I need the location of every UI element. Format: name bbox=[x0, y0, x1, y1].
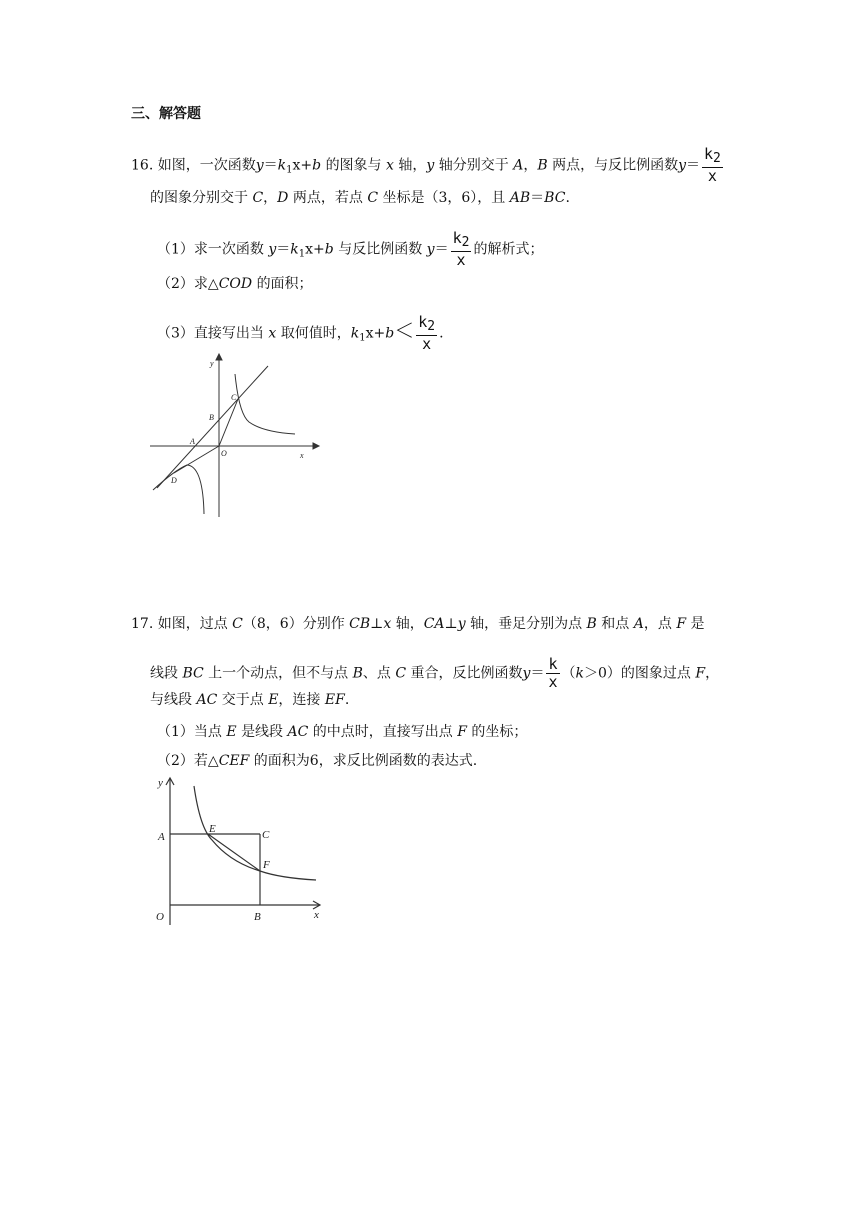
period: . bbox=[344, 692, 350, 708]
label-A: A bbox=[190, 437, 195, 446]
q17-line-2 bbox=[150, 656, 719, 691]
point-B: B bbox=[586, 616, 597, 632]
var-x-plus: x+ bbox=[292, 157, 313, 174]
equals: ＝ bbox=[434, 241, 449, 258]
var-x: x bbox=[268, 325, 277, 342]
frac-num: k bbox=[452, 229, 462, 247]
q17-text: 上一个动点，但不与点 bbox=[208, 665, 349, 682]
figure-16 bbox=[145, 352, 325, 522]
label-F: F bbox=[263, 859, 270, 871]
q17-text: 线段 bbox=[150, 665, 178, 682]
segment-OD bbox=[174, 446, 219, 473]
q16-text: 与反比例函数 bbox=[338, 241, 423, 258]
frac-den: x bbox=[707, 167, 717, 185]
var-b: b bbox=[324, 241, 334, 258]
q17-text: 轴， bbox=[395, 616, 424, 632]
q17-text: 、点 bbox=[362, 665, 391, 682]
q17-number: 17. bbox=[131, 616, 154, 632]
q16-part-1 bbox=[157, 230, 543, 269]
var-k: k bbox=[277, 157, 287, 174]
less-than: ＜ bbox=[394, 318, 415, 343]
label-x: x bbox=[300, 451, 304, 460]
point-F: F bbox=[676, 616, 687, 632]
point-C: C bbox=[395, 665, 407, 682]
var-x-plus: x+ bbox=[365, 325, 386, 342]
hyperbola-branch-2 bbox=[153, 465, 204, 514]
q16-text: 的面积； bbox=[256, 276, 313, 292]
label-E: E bbox=[209, 823, 216, 835]
q17-text: 是线段 bbox=[241, 724, 284, 740]
comma: ， bbox=[523, 157, 538, 174]
segment-BC: BC bbox=[544, 190, 566, 206]
point-F: F bbox=[695, 665, 706, 682]
q16-line-2 bbox=[150, 188, 570, 208]
var-y: y bbox=[522, 665, 531, 682]
q17-text: （8，6）分别作 bbox=[242, 616, 345, 632]
segment-CB: CB bbox=[349, 616, 371, 632]
point-D: D bbox=[277, 190, 289, 206]
var-x: x bbox=[386, 157, 394, 174]
subscript-1: 1 bbox=[359, 332, 366, 344]
q16-text: 的解析式； bbox=[473, 241, 544, 258]
frac-sub: 2 bbox=[461, 235, 470, 250]
label-B: B bbox=[254, 911, 261, 923]
line-y-k1x-b bbox=[157, 366, 268, 488]
q17-text: 交于点 bbox=[221, 692, 264, 708]
q16-text: （2）求△ bbox=[157, 276, 219, 292]
frac-den: x bbox=[422, 335, 432, 353]
point-A: A bbox=[633, 616, 644, 632]
fraction-k-over-x bbox=[546, 656, 559, 691]
equals: ＝ bbox=[263, 157, 278, 174]
x-axis-arrow bbox=[313, 443, 319, 449]
segment-EF: EF bbox=[324, 692, 345, 708]
y-axis-arrow bbox=[216, 354, 222, 360]
frac-num: k bbox=[704, 145, 714, 163]
period: . bbox=[439, 325, 444, 342]
equals: ＝ bbox=[530, 190, 545, 206]
q17-text: ，点 bbox=[643, 616, 672, 632]
q17-text: （2）若△ bbox=[157, 753, 219, 769]
label-C: C bbox=[262, 829, 270, 841]
q17-text: 与线段 bbox=[150, 692, 192, 708]
label-C: C bbox=[231, 393, 237, 402]
q17-text: 重合，反比例函数 bbox=[410, 665, 523, 682]
q16-text: （1）求一次函数 bbox=[157, 241, 264, 258]
subscript-1: 1 bbox=[286, 164, 293, 176]
point-B: B bbox=[352, 665, 363, 682]
label-A: A bbox=[158, 831, 165, 843]
point-A: A bbox=[513, 157, 524, 174]
q16-text: 的图象与 bbox=[325, 157, 382, 174]
segment-AB: AB bbox=[509, 190, 531, 206]
q17-text: 和点 bbox=[601, 616, 630, 632]
var-y: y bbox=[268, 241, 277, 258]
frac-den: x bbox=[456, 251, 466, 269]
fraction-k2-over-x bbox=[451, 230, 472, 269]
frac-num: k bbox=[548, 655, 558, 673]
q17-part-2 bbox=[157, 751, 477, 771]
var-y: y bbox=[426, 241, 435, 258]
period: . bbox=[565, 190, 570, 206]
q16-part-2 bbox=[157, 274, 313, 294]
frac-sub: 2 bbox=[713, 151, 721, 166]
segment-CA: CA bbox=[423, 616, 445, 632]
comma: ， bbox=[263, 190, 278, 206]
triangle-CEF: CEF bbox=[218, 753, 250, 769]
q17-text: 的面积为6，求反比例函数的表达式. bbox=[253, 753, 478, 769]
point-C: C bbox=[367, 190, 379, 206]
q17-part-1 bbox=[157, 722, 527, 742]
var-x-plus: x+ bbox=[305, 241, 325, 258]
q16-text: 取何值时， bbox=[280, 325, 351, 342]
equals: ＝ bbox=[686, 157, 700, 174]
label-O: O bbox=[221, 449, 227, 458]
triangle-COD: COD bbox=[218, 276, 253, 292]
var-k: k bbox=[290, 241, 299, 258]
q16-line-1 bbox=[131, 146, 725, 185]
section-title: 三、解答题 bbox=[131, 106, 201, 122]
q16-text: 如图，一次函数 bbox=[157, 157, 256, 174]
q16-text: 两点，与反比例函数 bbox=[552, 157, 679, 174]
var-x: x bbox=[383, 616, 392, 632]
point-E: E bbox=[268, 692, 279, 708]
var-b: b bbox=[385, 325, 395, 342]
segment-BC: BC bbox=[182, 665, 204, 682]
q17-text: （ bbox=[561, 665, 576, 682]
q17-text: （1）当点 bbox=[157, 724, 222, 740]
q16-text: （3）直接写出当 bbox=[157, 325, 264, 342]
hyperbola-branch-1 bbox=[235, 374, 295, 434]
q16-text: 坐标是（3，6），且 bbox=[382, 190, 506, 206]
fraction-k2-over-x bbox=[702, 146, 723, 185]
q16-text: 的图象分别交于 bbox=[150, 190, 248, 206]
var-y: y bbox=[678, 157, 686, 174]
var-k: k bbox=[575, 665, 584, 682]
point-E: E bbox=[226, 724, 237, 740]
equals: ＝ bbox=[530, 665, 545, 682]
subscript-1: 1 bbox=[298, 248, 306, 260]
fraction-k2-over-x bbox=[416, 314, 437, 353]
segment-AC: AC bbox=[196, 692, 218, 708]
q17-text: ＞0）的图象过点 bbox=[583, 665, 691, 682]
q16-text: 轴分别交于 bbox=[438, 157, 509, 174]
q16-text: 两点，若点 bbox=[292, 190, 363, 206]
q17-text: 的中点时，直接写出点 bbox=[312, 724, 453, 740]
frac-den: x bbox=[548, 673, 558, 691]
q17-text: 如图，过点 bbox=[157, 616, 228, 632]
q17-line-3 bbox=[150, 690, 349, 710]
point-B: B bbox=[537, 157, 548, 174]
q17-text: ，连接 bbox=[278, 692, 321, 708]
segment-EF bbox=[208, 834, 260, 871]
frac-sub: 2 bbox=[427, 319, 436, 334]
segment-OC bbox=[219, 399, 238, 446]
label-y: y bbox=[158, 777, 163, 789]
label-D: D bbox=[171, 476, 177, 485]
label-B: B bbox=[209, 413, 214, 422]
perpendicular: ⊥ bbox=[444, 616, 458, 632]
point-C: C bbox=[252, 190, 264, 206]
label-x: x bbox=[314, 909, 319, 921]
segment-AC: AC bbox=[287, 724, 309, 740]
var-b: b bbox=[312, 157, 322, 174]
var-k: k bbox=[350, 325, 360, 342]
equals: ＝ bbox=[276, 241, 291, 258]
label-y: y bbox=[210, 359, 214, 368]
figure-17 bbox=[150, 770, 340, 930]
q16-part-3 bbox=[157, 314, 444, 353]
var-y: y bbox=[426, 157, 435, 174]
point-C: C bbox=[232, 616, 243, 632]
perpendicular: ⊥ bbox=[370, 616, 384, 632]
frac-num: k bbox=[418, 313, 428, 331]
comma: ， bbox=[705, 665, 720, 682]
q16-number: 16. bbox=[131, 157, 154, 174]
q17-text: 是 bbox=[690, 616, 705, 632]
q17-text: 轴，垂足分别为点 bbox=[470, 616, 583, 632]
label-O: O bbox=[156, 911, 164, 923]
q16-text: 轴， bbox=[398, 157, 427, 174]
var-y: y bbox=[457, 616, 466, 632]
var-y: y bbox=[255, 157, 264, 174]
q17-text: 的坐标； bbox=[471, 724, 528, 740]
point-F: F bbox=[457, 724, 467, 740]
q17-line-1 bbox=[131, 614, 704, 634]
